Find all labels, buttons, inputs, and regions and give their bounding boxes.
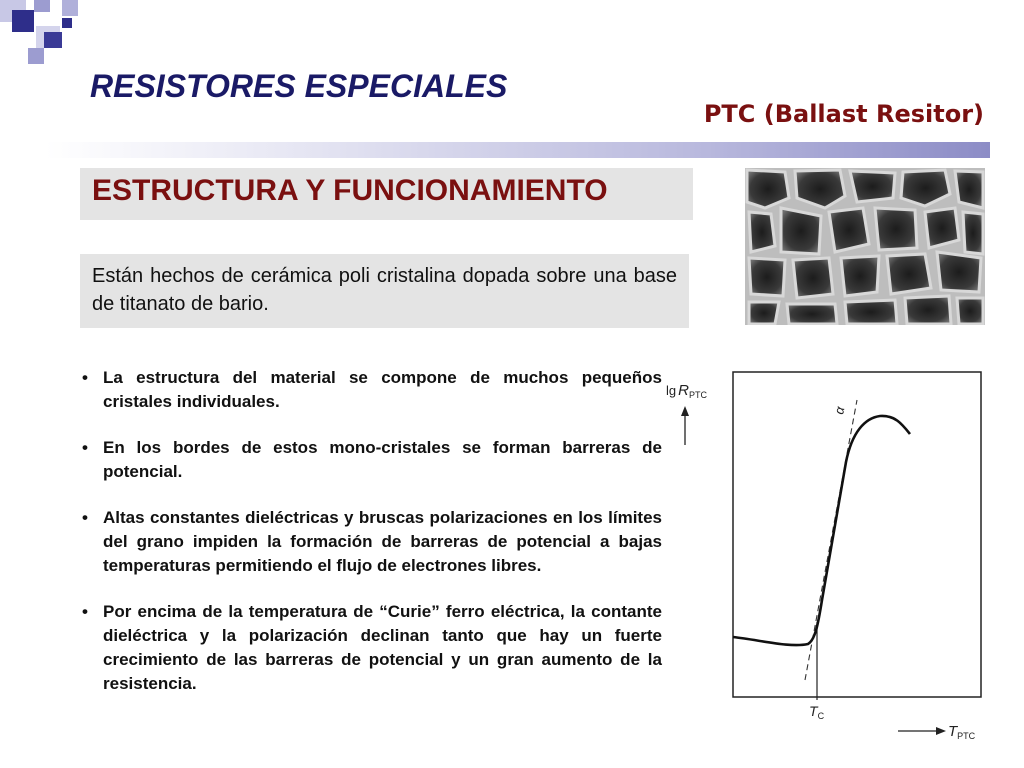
bullet-dot: •: [82, 438, 88, 457]
y-axis-label: $\lg R_{PTC}$: [666, 382, 707, 400]
gradient-divider: [45, 142, 990, 158]
alpha-label: α: [831, 405, 848, 416]
list-item: [82, 366, 662, 414]
bullet-text: En los bordes de estos mono-cristales se forman barreras de potencial.: [103, 438, 662, 481]
bullet-dot: •: [82, 508, 88, 527]
ptc-curve: [733, 416, 910, 645]
x-arrow-head: [936, 727, 946, 735]
x-axis-label: $T_{PTC}$: [948, 723, 976, 741]
bullet-text: Por encima de la temperatura de “Curie” ferro eléctrica, la contante dieléctrica y la polarización declinan tanto que hay un fuerte crecimiento de las barreras de potencial y un gran aumento de la resistencia.: [103, 602, 662, 693]
bullet-dot: •: [82, 368, 88, 387]
y-arrow-head: [681, 406, 689, 416]
bullet-dot: •: [82, 602, 88, 621]
intro-text: Están hechos de cerámica poli cristalina dopada sobre una base de titanato de bario.: [80, 254, 689, 328]
curie-temperature-label: $T_C$: [809, 703, 825, 721]
corner-squares-decoration: [0, 0, 110, 70]
graph-frame: [733, 372, 981, 697]
section-heading: ESTRUCTURA Y FUNCIONAMIENTO: [80, 168, 693, 220]
slide-title: RESISTORES ESPECIALES: [90, 68, 508, 104]
list-item: [82, 600, 662, 696]
bullet-text: Altas constantes dieléctricas y bruscas polarizaciones en los límites del grano impiden la formación de barreras de potencial a bajas temperaturas permitiendo el flujo de electrones libres.: [103, 508, 662, 575]
list-item: [82, 506, 662, 578]
bullet-list: [82, 366, 662, 718]
ptc-curve-graph: [664, 360, 994, 760]
bullet-text: La estructura del material se compone de muchos pequeños cristales individuales.: [103, 368, 662, 411]
list-item: [82, 436, 662, 484]
microstructure-image: [745, 168, 985, 325]
slide-subtitle: PTC (Ballast Resitor): [703, 100, 984, 128]
